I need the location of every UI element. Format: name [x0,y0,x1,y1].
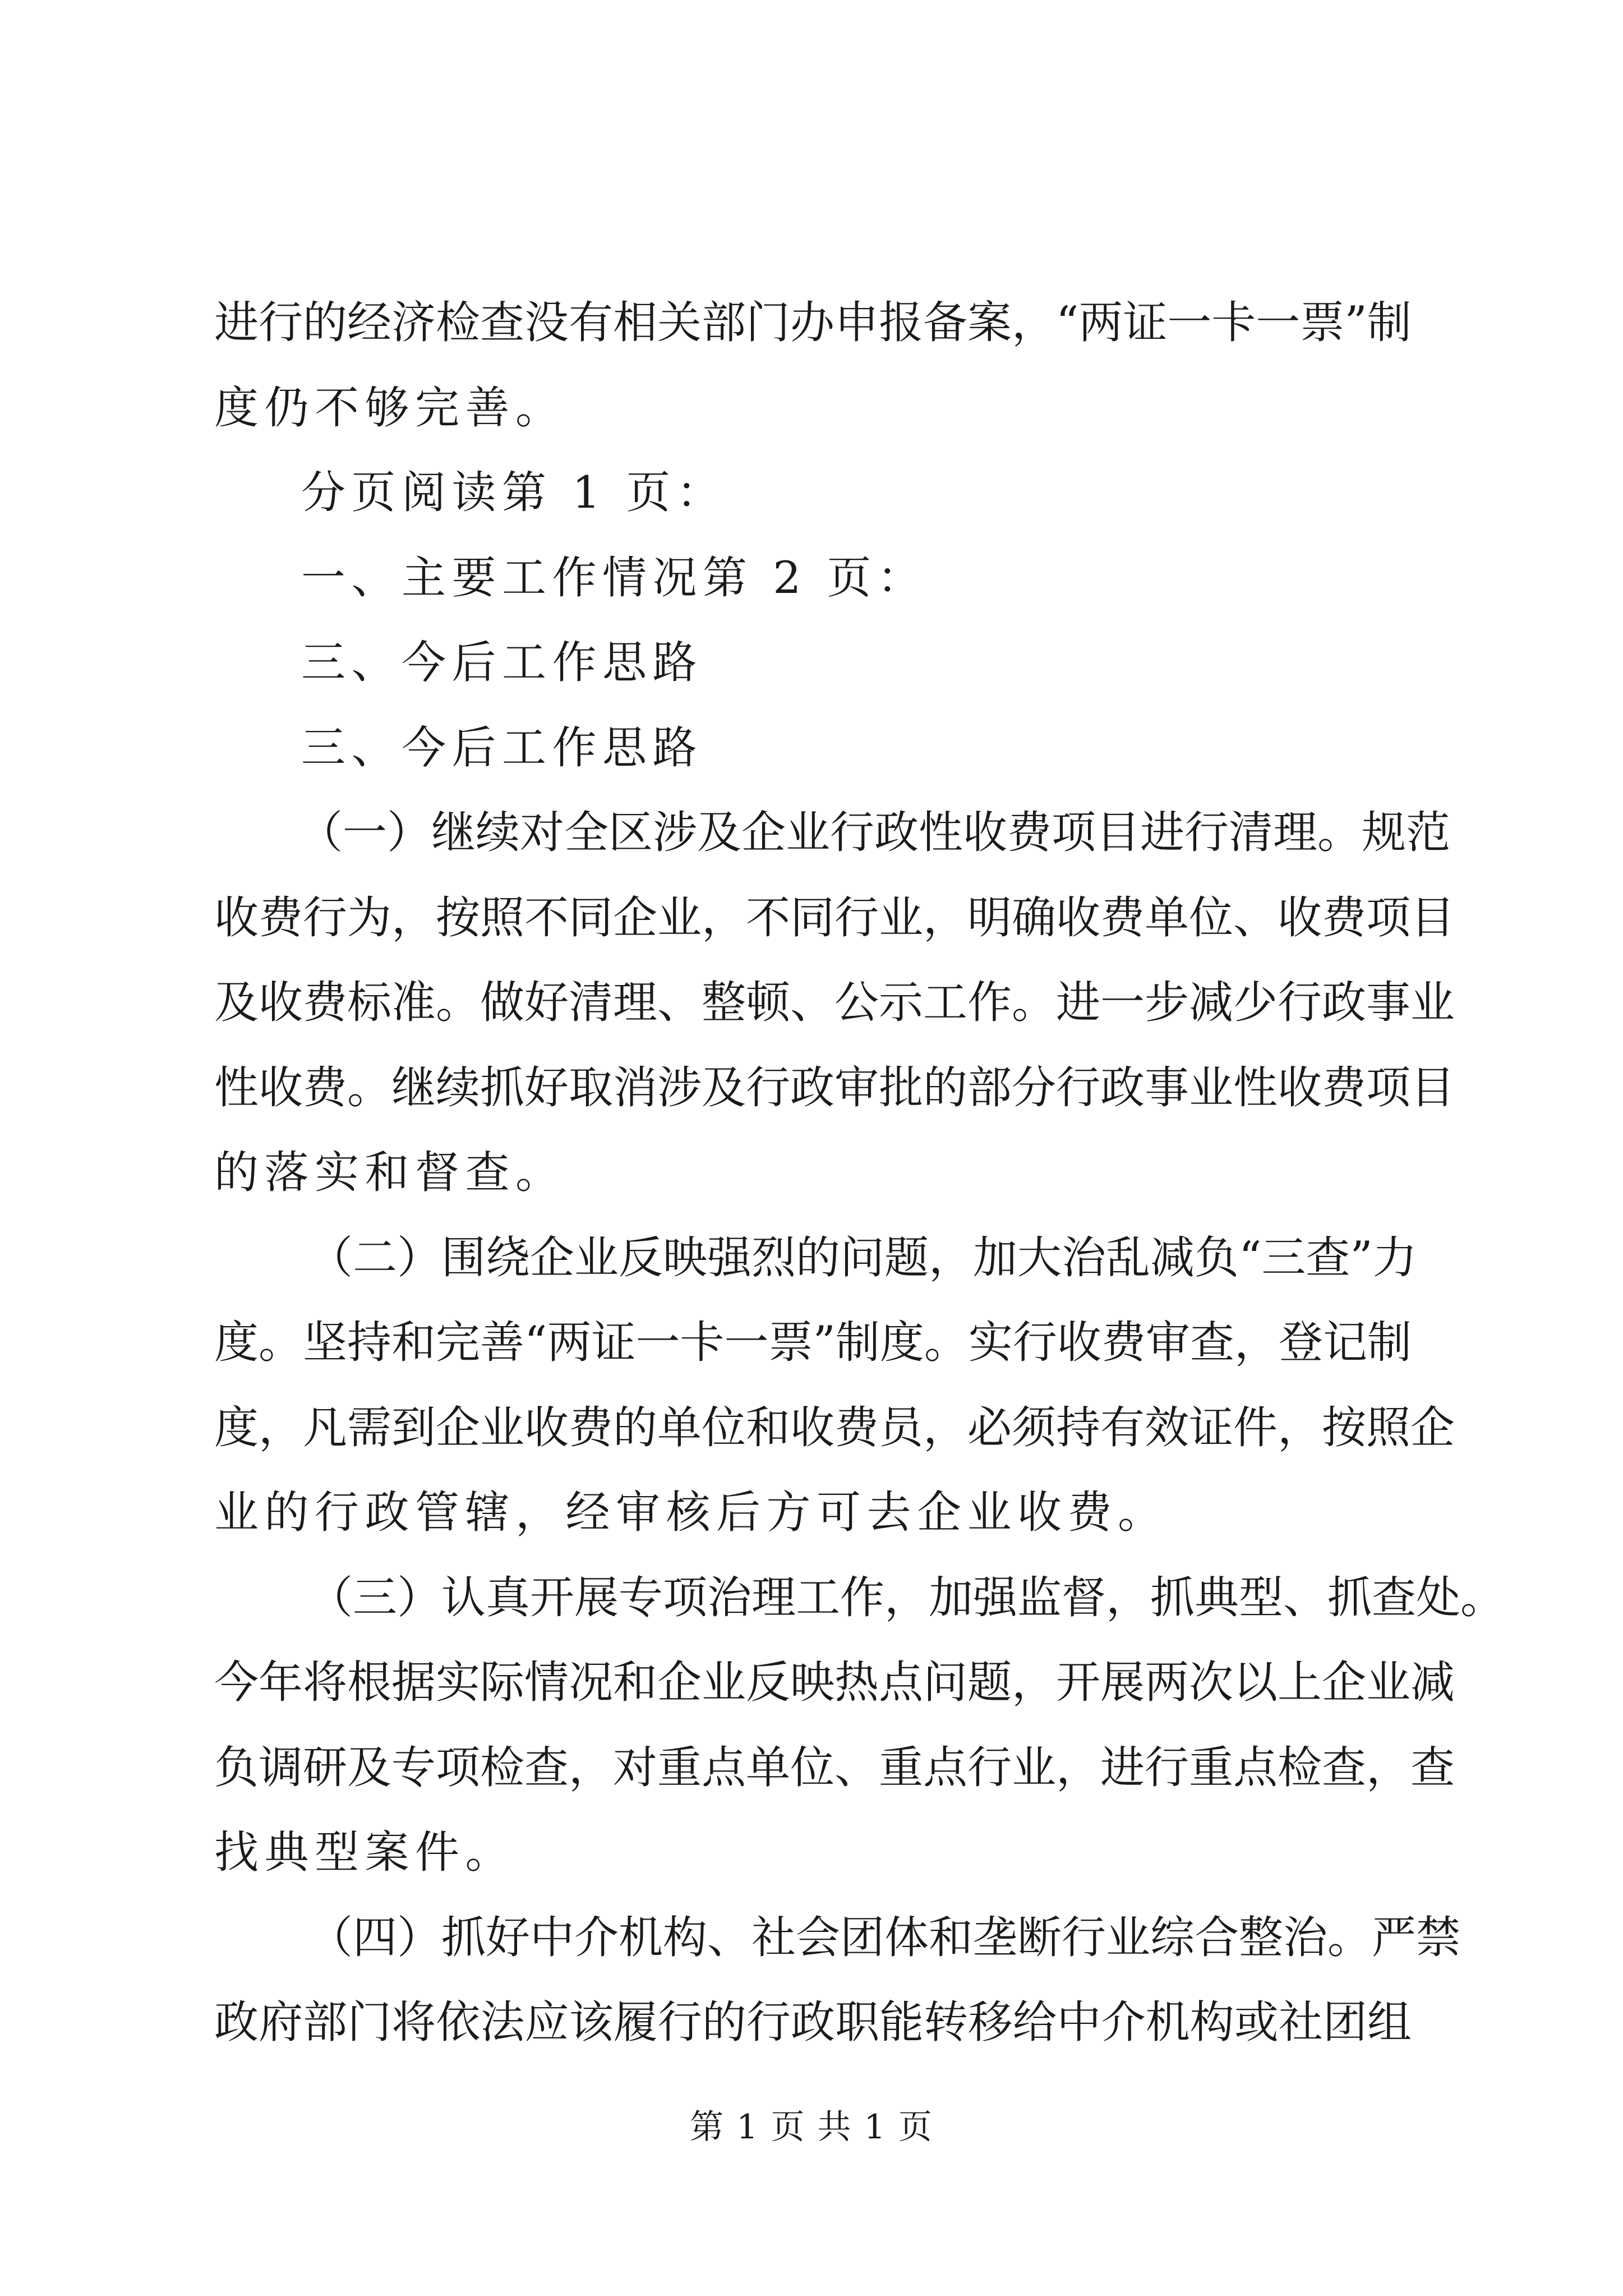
text-line: 的落实和督查。 [214,1147,566,1198]
text-line: 度。坚持和完善“两证一卡一票”制度。实行收费审查，登记制 [214,1317,1412,1368]
text-line: 政府部门将依法应该履行的行政职能转移给中介机构或社团组 [214,1996,1412,2048]
text-line: （四）抓好中介机构、社会团体和垄断行业综合整治。严禁 [308,1912,1460,1963]
text-line: （二）围绕企业反映强烈的问题，加大治乱减负“三查”力 [308,1232,1417,1283]
text-line: 性收费。继续抓好取消涉及行政审批的部分行政事业性收费项目 [214,1062,1455,1114]
page-footer: 第 1 页 共 1 页 [690,2108,933,2147]
text-line: 业的行政管辖，经审核后方可去企业收费。 [214,1487,1168,1538]
text-line: 度，凡需到企业收费的单位和收费员，必须持有效证件，按照企 [214,1402,1455,1453]
text-line: （一）继续对全区涉及企业行政性收费项目进行清理。规范 [298,807,1450,858]
text-line: 一、主要工作情况第 2 页： [301,552,928,604]
text-line: 三、今后工作思路 [301,722,703,774]
text-line: 及收费标准。做好清理、整顿、公示工作。进一步减少行政事业 [214,977,1455,1028]
text-line: 分页阅读第 1 页： [301,467,727,518]
text-line: 三、今后工作思路 [301,637,703,688]
text-line: （三）认真开展专项治理工作，加强监督，抓典型、抓查处。 [308,1572,1505,1623]
text-line: 进行的经济检查没有相关部门办申报备案，“两证一卡一票”制 [214,297,1412,348]
text-line: 找典型案件。 [214,1826,515,1878]
text-line: 收费行为，按照不同企业，不同行业，明确收费单位、收费项目 [214,892,1455,944]
text-line: 度仍不够完善。 [214,382,566,434]
text-line: 今年将根据实际情况和企业反映热点问题，开展两次以上企业减 [214,1657,1455,1708]
text-line: 负调研及专项检查，对重点单位、重点行业，进行重点检查，查 [214,1742,1455,1793]
